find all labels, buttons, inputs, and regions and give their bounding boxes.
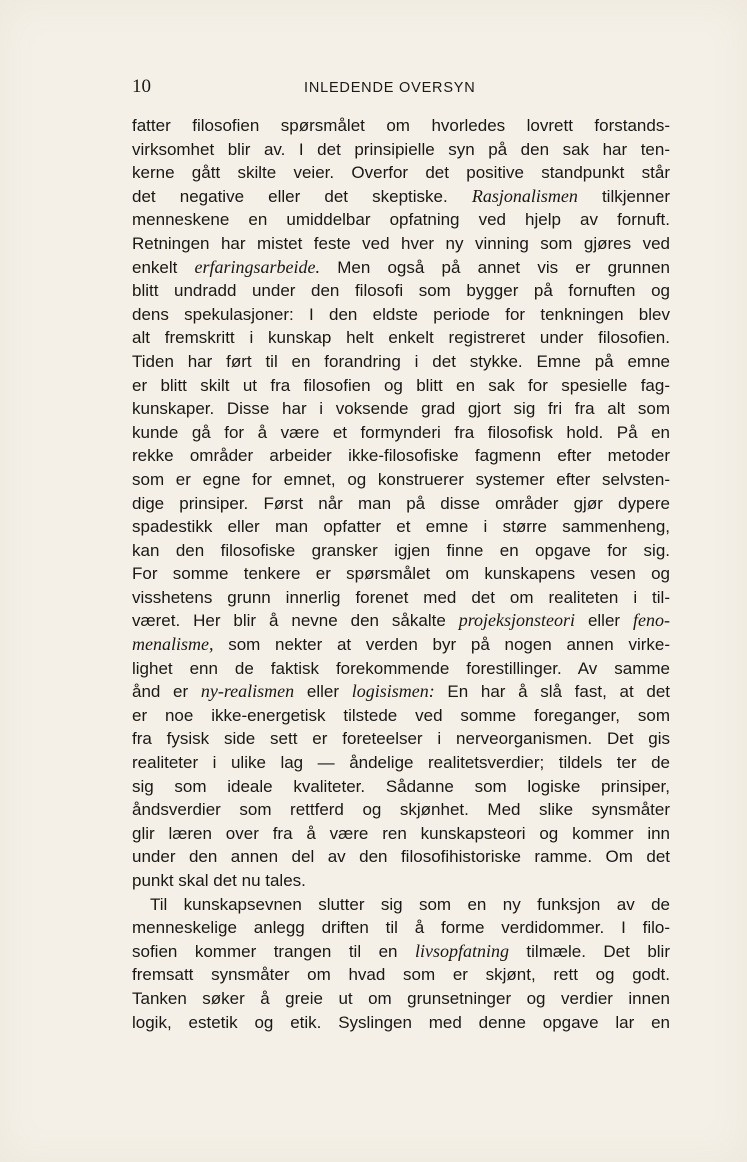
text-line [132,138,670,162]
text-line [132,374,670,398]
text-run: eller [294,682,352,702]
text-line [132,775,670,799]
text-run: dens spekulasjoner: I den eldste periode for tenkningen blev [132,304,670,324]
italic-term: feno- [633,610,670,631]
text-run: åndsverdier som rettferd og skjønhet. Med slike synsmåter [132,800,670,820]
text-line [132,987,670,1011]
text-line [132,963,670,987]
text-line [132,893,670,917]
page-number: 10 [132,76,151,97]
text-run: menneskelige anlegg driften til å forme verdidommer. I filo- [132,918,670,938]
text-run: logik, estetik og etik. Syslingen med denne opgave lar en [132,1012,670,1032]
text-run: er noe ikke-energetisk tilstede ved somme foreganger, som [132,705,670,725]
text-line [132,421,670,445]
text-run: virksomhet blir av. I det prinsipielle syn på den sak har ten- [132,139,670,159]
text-run: spadestikk eller man opfatter et emne i større sammenheng, [132,517,670,537]
text-run: rekke områder arbeider ikke-filosofiske fagmenn efter metoder [132,446,670,466]
text-run: visshetens grunn innerlig forenet med det om realiteten i til- [132,587,670,607]
text-line [132,185,670,209]
text-line [132,657,670,681]
text-line [132,940,670,964]
text-run: kunde gå for å være et formynderi fra filosofisk hold. På en [132,422,670,442]
text-line [132,916,670,940]
text-run: været. Her blir å nevne den såkalte [132,611,459,631]
text-line [132,326,670,350]
text-line [132,208,670,232]
text-run: tilkjenner [577,186,670,206]
text-line [132,114,670,138]
text-line [132,161,670,185]
text-run: Men også på annet vis er grunnen [320,257,670,277]
text-line [132,350,670,374]
text-line [132,822,670,846]
text-line [132,444,670,468]
text-run: blitt undradd under den filosofi som bygger på fornuften og [132,281,670,301]
text-line [132,397,670,421]
text-run: sofien kommer trangen til en [132,941,415,961]
text-run: det negative eller det skeptiske. [132,186,472,206]
italic-term: erfaringsarbeide. [194,256,321,277]
text-line [132,586,670,610]
text-run: kunskaper. Disse har i voksende grad gjort sig fri fra alt som [132,399,670,419]
page-header [132,76,672,100]
text-run: kerne gått skilte veier. Overfor det positive standpunkt står [132,163,670,183]
text-run: glir læren over fra å være ren kunskapsteori og kommer inn [132,823,670,843]
text-run: Tanken søker å greie ut om grunsetninger og verdier innen [132,988,670,1008]
text-run: Tiden har ført til en forandring i det stykke. Emne på emne [132,351,670,371]
text-run: som nekter at verden byr på nogen annen virke- [213,635,670,655]
text-line [132,680,670,704]
text-line [132,798,670,822]
text-run: under den annen del av den filosofihistoriske ramme. Om det [132,847,670,867]
text-run: lighet enn de faktisk forekommende forestillinger. Av samme [132,658,670,678]
text-line [132,492,670,516]
italic-term: projeksjonsteori [458,610,576,631]
text-line [132,515,670,539]
text-run: ånd er [132,682,201,702]
text-run: tilmæle. Det blir [508,941,670,961]
italic-term: Rasjonalismen [471,185,578,206]
text-line [132,562,670,586]
text-run: kan den filosofiske gransker igjen finne en opgave for sig. [132,540,670,560]
text-line [132,704,670,728]
text-line [132,232,670,256]
text-run: Til kunskapsevnen slutter sig som en ny funksjon av de [150,894,670,914]
italic-term: menalisme, [132,634,214,655]
text-run: eller [575,611,634,631]
text-line [132,468,670,492]
text-line [132,633,670,657]
text-line [132,609,670,633]
text-line [132,845,670,869]
italic-term: logisismen: [351,681,435,702]
text-run: punkt skal det nu tales. [132,871,306,890]
text-run: enkelt [132,257,195,277]
italic-term: ny-realismen [200,681,295,702]
text-line [132,539,670,563]
text-run: fra fysisk side sett er foreteelser i nerveorganismen. Det gis [132,729,670,749]
text-run: alt fremskritt i kunskap helt enkelt registreret under filosofien. [132,328,670,348]
text-run: er blitt skilt ut fra filosofien og blitt en sak for spesielle fag- [132,375,670,395]
text-run: En har å slå fast, at det [434,682,670,702]
text-line [132,1011,670,1035]
text-run: fatter filosofien spørsmålet om hvorledes lovrett forstands- [132,116,670,135]
text-run: menneskene en umiddelbar opfatning ved hjelp av fornuft. [132,210,670,230]
text-run: fremsatt synsmåter om hvad som er skjønt, rett og godt. [132,965,670,985]
text-line [132,256,670,280]
text-run: dige prinsiper. Først når man på disse områder gjør dypere [132,493,670,513]
text-line [132,727,670,751]
text-run: For somme tenkere er spørsmålet om kunskapens vesen og [132,564,670,584]
text-line [132,751,670,775]
text-line [132,869,670,893]
text-run: som er egne for emnet, og konstruerer systemer efter selvsten- [132,469,670,489]
running-title: INLEDENDE OVERSYN [304,80,476,96]
text-run: realiteter i ulike lag — åndelige realitetsverdier; tildels ter de [132,753,670,773]
text-run: Retningen har mistet feste ved hver ny vinning som gjøres ved [132,233,670,253]
text-line [132,303,670,327]
italic-term: livsopfatning [414,940,509,961]
text-line [132,279,670,303]
text-run: sig som ideale kvaliteter. Sådanne som logiske prinsiper, [132,776,670,796]
body-text [132,114,670,1034]
